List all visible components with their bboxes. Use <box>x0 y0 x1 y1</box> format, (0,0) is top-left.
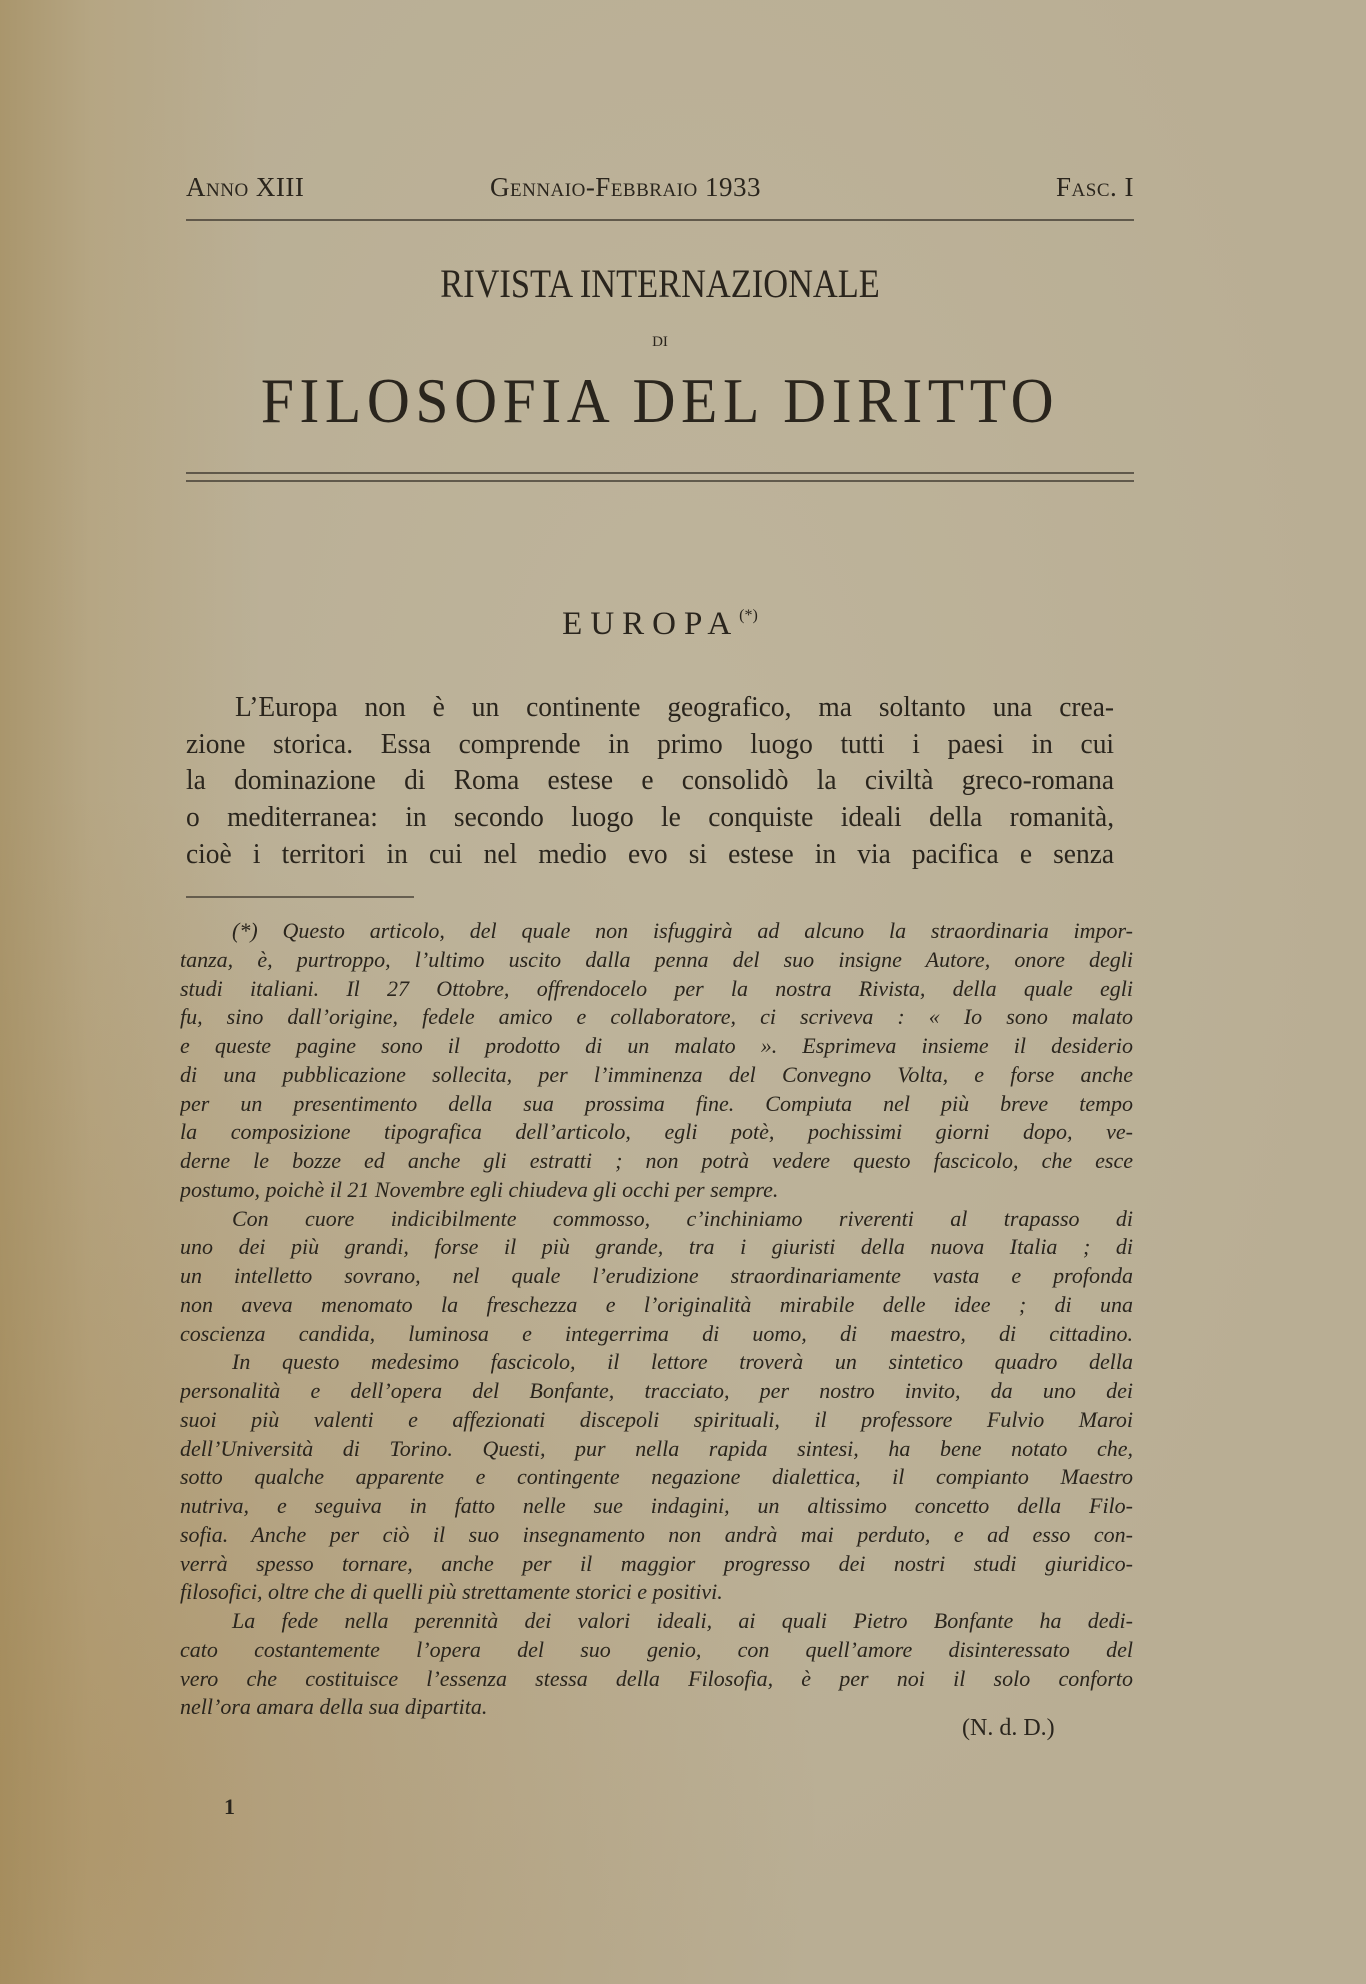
article-title-text: EUROPA <box>562 606 740 642</box>
footnote-rule <box>186 896 414 898</box>
footnote-line: non aveva menomato la freschezza e l’originalità mirabile delle idee ; di una <box>180 1291 1133 1317</box>
footnote-line: per un presentimento della sua prossima fine. Compiuta nel più breve tempo <box>180 1090 1133 1116</box>
footnote-line: uno dei più grandi, forse il più grande, tra i giuristi della nuova Italia ; di <box>180 1234 1133 1260</box>
footnote-line: tanza, è, purtroppo, l’ultimo uscito dalla penna del suo insigne Autore, onore degli <box>180 946 1133 972</box>
footnote-line: vero che costituisce l’essenza stessa della Filosofia, è per noi il solo conforto <box>180 1665 1133 1691</box>
footnote-line: coscienza candida, luminosa e integerrima di uomo, di maestro, di cittadino. <box>180 1320 1133 1346</box>
footnote-line: La fede nella perennità dei valori ideali, ai quali Pietro Bonfante ha dedi- <box>232 1608 1133 1633</box>
body-line: cioè i territori in cui nel medio evo si estese in via pacifica e senza <box>186 838 1115 870</box>
editorial-signature: (N. d. D.) <box>962 1715 1055 1741</box>
masthead-rule-bottom <box>186 480 1134 482</box>
masthead-rule-top <box>186 472 1134 474</box>
body-line: la dominazione di Roma estese e consolidò la civiltà greco-romana <box>186 765 1115 797</box>
footnote-line: nutriva, e seguiva in fatto nelle sue indagini, un altissimo concetto della Filo- <box>180 1493 1133 1518</box>
footnote-line: postumo, poichè il 21 Novembre egli chiudeva gli occhi per sempre. <box>180 1176 779 1202</box>
footnote-line: e queste pagine sono il prodotto di un malato ». Esprimeva insieme il desiderio <box>180 1033 1133 1058</box>
footnote-line: sotto qualche apparente e contingente negazione dialettica, il compianto Maestro <box>180 1464 1133 1490</box>
footnote-line: studi italiani. Il 27 Ottobre, offrendocelo per la nostra Rivista, della quale egli <box>180 975 1133 1001</box>
footnote-line: Con cuore indicibilmente commosso, c’inchiniamo riverenti al trapasso di <box>232 1205 1133 1231</box>
footnote-line: filosofici, oltre che di quelli più strettamente storici e positivi. <box>180 1579 723 1605</box>
footnote-line: personalità e dell’opera del Bonfante, tracciato, per nostro invito, da uno dei <box>180 1378 1133 1403</box>
footnote <box>180 917 1133 1722</box>
header-rule <box>186 219 1134 221</box>
article-title <box>186 596 1134 644</box>
footnote-line: verrà spesso tornare, anche per il maggior progresso dei nostri studi giuridico- <box>180 1550 1133 1576</box>
footnote-line: sofia. Anche per ciò il suo insegnamento non andrà mai perduto, e ad esso con- <box>180 1521 1133 1547</box>
volume-year: Anno XIII <box>186 172 305 202</box>
article-body <box>186 690 1133 873</box>
masthead-line-2: DI <box>652 334 668 350</box>
body-line: o mediterranea: in secondo luogo le conquiste ideali della romanità, <box>186 802 1115 834</box>
body-line: L’Europa non è un continente geografico, ma soltanto una crea- <box>235 692 1115 723</box>
footnote-line: nell’ora amara della sua dipartita. <box>180 1694 488 1720</box>
footnote-line: un intelletto sovrano, nel quale l’erudizione straordinariamente vasta e profonda <box>180 1263 1133 1288</box>
footnote-line: la composizione tipografica dell’articolo, egli potè, pochissimi giorni dopo, ve- <box>180 1119 1133 1145</box>
footnote-line: derne le bozze ed anche gli estratti ; non potrà vedere questo fascicolo, che esce <box>180 1148 1133 1173</box>
footnote-line: di una pubblicazione sollecita, per l’imminenza del Convegno Volta, e forse anche <box>180 1061 1133 1087</box>
issue-date: Gennaio-Febbraio 1933 <box>490 172 761 202</box>
footnote-line: fu, sino dall’origine, fedele amico e collaboratore, ci scriveva : « Io sono malato <box>180 1004 1133 1030</box>
running-head <box>186 172 1134 202</box>
body-line: zione storica. Essa comprende in primo luogo tutti i paesi in cui <box>186 728 1115 760</box>
footnote-line: suoi più valenti e affezionati discepoli spirituali, il professore Fulvio Maroi <box>180 1406 1133 1432</box>
footnote-reference: (*) <box>739 607 758 624</box>
footnote-line: dell’Università di Torino. Questi, pur nella rapida sintesi, ha bene notato che, <box>180 1435 1133 1461</box>
page-number: 1 <box>224 1794 235 1819</box>
issue-number: Fasc. I <box>1056 172 1134 202</box>
footnote-line: cato costantemente l’opera del suo genio, con quell’amore disinteressato del <box>180 1636 1133 1662</box>
footnote-line: In questo medesimo fascicolo, il lettore troverà un sintetico quadro della <box>232 1349 1133 1375</box>
masthead-title: FILOSOFIA DEL DIRITTO <box>260 365 1060 436</box>
footnote-line: (*) Questo articolo, del quale non isfuggirà ad alcuno la straordinaria impor- <box>232 918 1133 943</box>
masthead-line-1: RIVISTA INTERNAZIONALE <box>440 261 880 306</box>
